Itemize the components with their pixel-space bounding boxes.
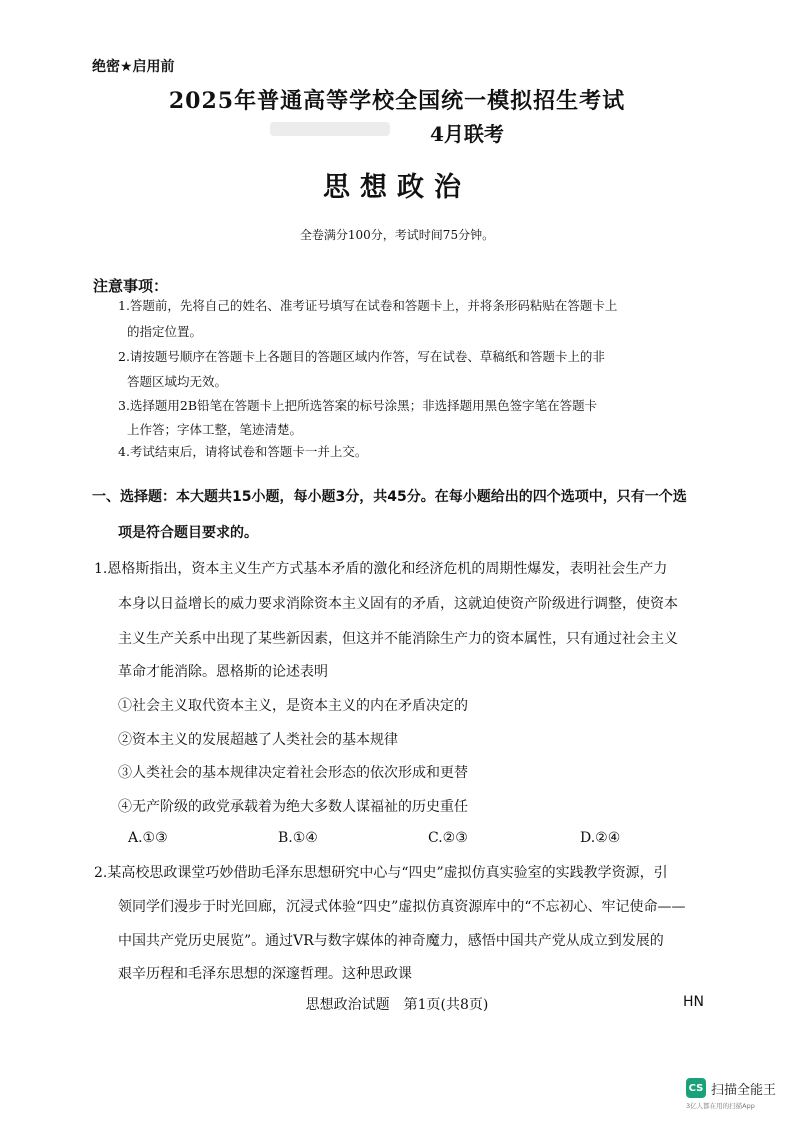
question-2-line: 艰辛历程和毛泽东思想的深邃哲理。这种思政课 xyxy=(118,966,412,982)
scanner-tagline: 3亿人都在用的扫描App xyxy=(686,1102,755,1110)
statement-4: ④无产阶级的政党承载着为绝大多数人谋福祉的历史重任 xyxy=(118,799,468,815)
question-1-line: 革命才能消除。恩格斯的论述表明 xyxy=(118,664,328,680)
note-line: 答题区域均无效。 xyxy=(127,374,228,389)
question-1-line: 本身以日益增长的威力要求消除资本主义固有的矛盾，这就迫使资产阶级进行调整，使资本 xyxy=(118,596,678,612)
scanner-name: 扫描全能王 xyxy=(711,1082,777,1098)
exam-subtitle: 4月联考 xyxy=(430,122,504,146)
note-line: 2.请按题号顺序在答题卡上各题目的答题区域内作答，写在试卷、草稿纸和答题卡上的非 xyxy=(118,349,605,364)
note-line: 上作答；字体工整，笔迹清楚。 xyxy=(127,422,303,437)
question-1-line: 1.恩格斯指出，资本主义生产方式基本矛盾的激化和经济危机的周期性爆发，表明社会生产力 xyxy=(94,561,668,577)
scanner-watermark xyxy=(686,1078,776,1098)
note-line: 4.考试结束后，请将试卷和答题卡一并上交。 xyxy=(118,444,368,459)
exam-title: 2025年普通高等学校全国统一模拟招生考试 xyxy=(168,88,626,114)
notes-heading: 注意事项： xyxy=(93,277,169,295)
option-a: A.①③ xyxy=(128,830,168,846)
page-footer: 思想政治试题 第1页(共8页) xyxy=(305,997,489,1013)
question-1-line: 主义生产关系中出现了某些新因素，但这并不能消除生产力的资本属性，只有通过社会主义 xyxy=(118,631,678,647)
option-d: D.②④ xyxy=(580,830,621,846)
section-heading: 一、选择题：本大题共15小题，每小题3分，共45分。在每小题给出的四个选项中，只有一个选 xyxy=(92,489,687,505)
question-2-line: 中国共产党历史展览”。通过VR与数字媒体的神奇魔力，感悟中国共产党从成立到发展的 xyxy=(118,933,664,949)
note-line: 1.答题前，先将自己的姓名、准考证号填写在试卷和答题卡上，并将条形码粘贴在答题卡上 xyxy=(118,298,618,313)
section-heading-cont: 项是符合题目要求的。 xyxy=(118,525,258,541)
confidential-label: 绝密★启用前 xyxy=(92,59,175,75)
statement-3: ③人类社会的基本规律决定着社会形态的依次形成和更替 xyxy=(118,765,468,781)
subject-title: 思想政治 xyxy=(323,172,471,203)
question-2-line: 2.某高校思政课堂巧妙借助毛泽东思想研究中心与“四史”虚拟仿真实验室的实践教学资源，引 xyxy=(94,865,668,881)
note-line: 3.选择题用2B铅笔在答题卡上把所选答案的标号涂黑；非选择题用黑色签字笔在答题卡 xyxy=(118,398,598,413)
question-2-line: 领同学们漫步于时光回廊，沉浸式体验“四史”虚拟仿真资源库中的“不忘初心、牢记使命—— xyxy=(118,899,686,915)
redacted-region xyxy=(270,122,390,136)
note-line: 的指定位置。 xyxy=(127,324,203,339)
camscanner-icon: CS xyxy=(686,1078,706,1098)
statement-2: ②资本主义的发展超越了人类社会的基本规律 xyxy=(118,732,398,748)
region-code: HN xyxy=(683,994,704,1010)
option-c: C.②③ xyxy=(428,830,468,846)
statement-1: ①社会主义取代资本主义，是资本主义的内在矛盾决定的 xyxy=(118,698,468,714)
option-b: B.①④ xyxy=(278,830,318,846)
full-mark-note: 全卷满分100分，考试时间75分钟。 xyxy=(299,228,495,242)
